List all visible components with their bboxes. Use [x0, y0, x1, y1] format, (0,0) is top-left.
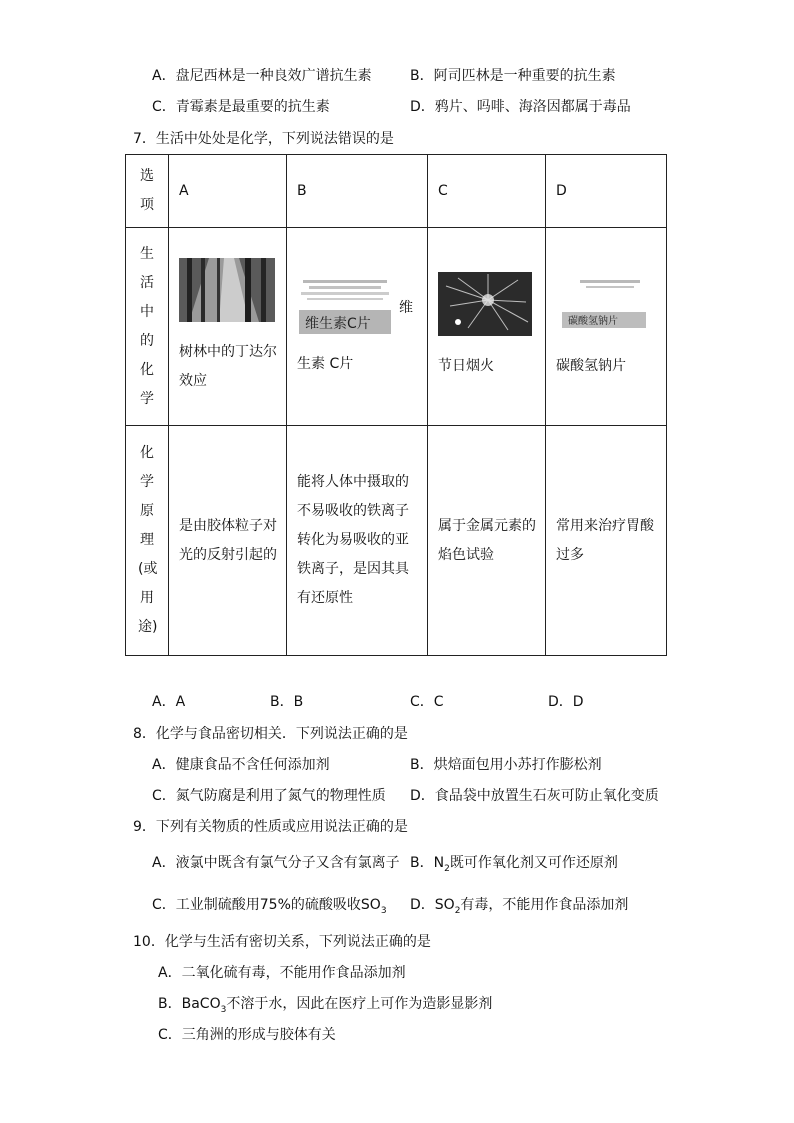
col-head-b: B	[287, 155, 428, 228]
forest-tyndall-image	[179, 258, 275, 322]
q7-option-c: C．C	[410, 694, 444, 710]
q6-option-b: B．阿司匹林是一种重要的抗生素	[410, 68, 616, 84]
q9-option-d: D．$SO_2$有毒，不能用作食品添加剂	[410, 897, 629, 916]
q8-option-b: B．烘焙面包用小苏打作膨松剂	[410, 757, 602, 773]
q9-option-b: B．$N_2$既可作氧化剂又可作还原剂	[410, 855, 618, 874]
q8-option-c: C．氮气防腐是利用了氮气的物理性质	[152, 788, 386, 804]
baking-soda-tablet-image	[556, 272, 652, 336]
row-head-principle	[126, 426, 169, 656]
principle-text-d: 常用来治疗胃酸过多	[556, 517, 654, 563]
q9-option-c: C．工业制硫酸用75%的硫酸吸收$SO_3$	[152, 897, 387, 916]
col-head-d: D	[546, 155, 667, 228]
principle-text-c: 属于金属元素的焰色试验	[438, 517, 536, 563]
life-text-b-pre: 维	[399, 299, 413, 316]
q7-option-d: D．D	[548, 694, 584, 710]
q10-stem: 10．化学与生活有密切关系，下列说法正确的是	[133, 934, 431, 950]
q7-table	[125, 154, 667, 656]
q6-option-d: D．鸦片、吗啡、海洛因都属于毒品	[410, 99, 631, 115]
q9-stem: 9．下列有关物质的性质或应用说法正确的是	[133, 819, 408, 835]
principle-cell-d	[546, 426, 667, 656]
principle-text-b: 能将人体中摄取的不易吸收的铁离子转化为易吸收的亚铁离子，是因其具有还原性	[297, 474, 409, 606]
principle-cell-b	[287, 426, 428, 656]
life-text-b-post: 生素 C片	[297, 356, 354, 372]
life-text-c: 节日烟火	[438, 358, 494, 374]
vitamin-c-image-text: 维生素C片	[305, 316, 371, 332]
row-head-life-text: 生活中的化学	[140, 245, 154, 407]
row-head-principle-text: 化学原理(或用途)	[138, 445, 158, 635]
life-cell-c	[428, 228, 546, 426]
q7-stem: 7．生活中处处是化学，下列说法错误的是	[133, 131, 394, 147]
principle-text-a: 是由胶体粒子对光的反射引起的	[179, 517, 277, 563]
q8-stem: 8．化学与食品密切相关．下列说法正确的是	[133, 726, 408, 742]
q6-option-a: A．盘尼西林是一种良效广谱抗生素	[152, 68, 372, 84]
col-head-c: C	[428, 155, 546, 228]
principle-cell-c	[428, 426, 546, 656]
q10-option-b: B．BaCO$_3$不溶于水，因此在医疗上可作为造影显影剂	[158, 996, 493, 1015]
q8-option-a: A．健康食品不含任何添加剂	[152, 757, 330, 773]
q8-option-d: D．食品袋中放置生石灰可防止氧化变质	[410, 788, 659, 804]
fireworks-image	[438, 272, 532, 336]
q6-option-c: C．青霉素是最重要的抗生素	[152, 99, 330, 115]
col-head-text: 选项	[140, 168, 154, 213]
q9-option-a: A．液氯中既含有氯气分子又含有氯离子	[152, 855, 400, 871]
life-cell-d	[546, 228, 667, 426]
vitamin-c-image	[297, 274, 393, 342]
life-text-a: 树林中的丁达尔效应	[179, 343, 277, 389]
life-cell-a	[169, 228, 287, 426]
baking-soda-image-text: 碳酸氢钠片	[568, 316, 618, 327]
principle-cell-a	[169, 426, 287, 656]
q10-option-c: C．三角洲的形成与胶体有关	[158, 1027, 336, 1043]
q7-option-a: A．A	[152, 694, 186, 710]
col-head-a: A	[169, 155, 287, 228]
q10-option-a: A．二氧化硫有毒，不能用作食品添加剂	[158, 965, 406, 981]
row-head-life	[126, 228, 169, 426]
q7-option-b: B．B	[270, 694, 304, 710]
life-cell-b	[287, 228, 428, 426]
life-text-d: 碳酸氢钠片	[556, 358, 626, 374]
col-head-option	[126, 155, 169, 228]
